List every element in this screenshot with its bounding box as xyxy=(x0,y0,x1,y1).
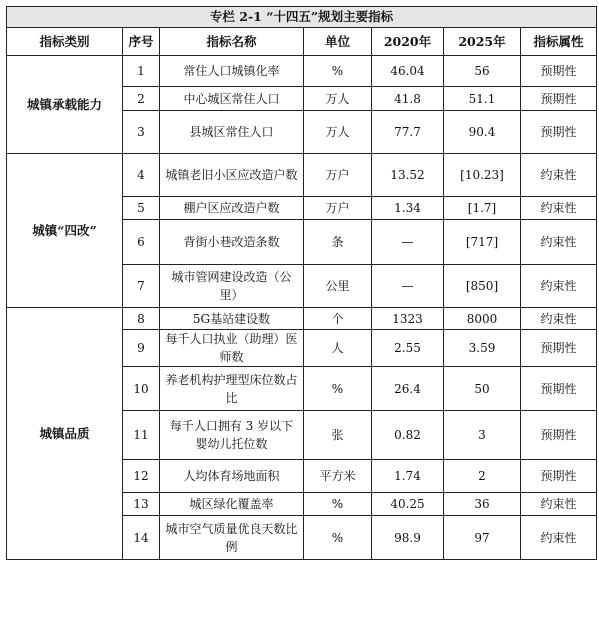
indicator-name-cell: 城区绿化覆盖率 xyxy=(160,493,304,516)
number-cell: 6 xyxy=(123,220,160,265)
table-row xyxy=(7,56,597,87)
unit-cell: % xyxy=(304,367,372,411)
category-cell: 城镇“四改” xyxy=(7,154,123,308)
value-2020-cell: 40.25 xyxy=(372,493,444,516)
unit-cell: 个 xyxy=(304,308,372,330)
number-cell: 10 xyxy=(123,367,160,411)
number-cell: 14 xyxy=(123,516,160,560)
header-2020: 2020年 xyxy=(372,28,444,56)
value-2020-cell: 2.55 xyxy=(372,330,444,367)
value-2020-cell: 77.7 xyxy=(372,111,444,154)
value-2025-cell: [850] xyxy=(444,265,521,308)
attribute-cell: 预期性 xyxy=(521,330,597,367)
value-2025-cell: 3 xyxy=(444,411,521,460)
unit-cell: 公里 xyxy=(304,265,372,308)
number-cell: 13 xyxy=(123,493,160,516)
value-2025-cell: 56 xyxy=(444,56,521,87)
header-unit: 单位 xyxy=(304,28,372,56)
number-cell: 12 xyxy=(123,460,160,493)
table-row xyxy=(7,154,597,197)
number-cell: 7 xyxy=(123,265,160,308)
value-2025-cell: 8000 xyxy=(444,308,521,330)
value-2025-cell: 90.4 xyxy=(444,111,521,154)
attribute-cell: 约束性 xyxy=(521,154,597,197)
value-2020-cell: — xyxy=(372,220,444,265)
unit-cell: % xyxy=(304,516,372,560)
number-cell: 1 xyxy=(123,56,160,87)
number-cell: 3 xyxy=(123,111,160,154)
attribute-cell: 约束性 xyxy=(521,516,597,560)
attribute-cell: 预期性 xyxy=(521,111,597,154)
header-2025: 2025年 xyxy=(444,28,521,56)
header-number: 序号 xyxy=(123,28,160,56)
table-title: 专栏 2-1 “十四五”规划主要指标 xyxy=(7,7,597,28)
value-2025-cell: 50 xyxy=(444,367,521,411)
header-row xyxy=(7,28,597,56)
category-cell: 城镇承载能力 xyxy=(7,56,123,154)
indicator-name-cell: 5G基站建设数 xyxy=(160,308,304,330)
indicator-name-cell: 县城区常住人口 xyxy=(160,111,304,154)
attribute-cell: 预期性 xyxy=(521,87,597,111)
indicator-name-cell: 中心城区常住人口 xyxy=(160,87,304,111)
title-row xyxy=(7,7,597,28)
unit-cell: 人 xyxy=(304,330,372,367)
unit-cell: 万人 xyxy=(304,87,372,111)
header-attribute: 指标属性 xyxy=(521,28,597,56)
value-2025-cell: 2 xyxy=(444,460,521,493)
unit-cell: 万户 xyxy=(304,197,372,220)
unit-cell: 张 xyxy=(304,411,372,460)
header-category: 指标类别 xyxy=(7,28,123,56)
indicator-name-cell: 背街小巷改造条数 xyxy=(160,220,304,265)
attribute-cell: 约束性 xyxy=(521,308,597,330)
indicator-name-cell: 城镇老旧小区应改造户数 xyxy=(160,154,304,197)
unit-cell: 万人 xyxy=(304,111,372,154)
number-cell: 11 xyxy=(123,411,160,460)
value-2025-cell: 97 xyxy=(444,516,521,560)
value-2025-cell: [1.7] xyxy=(444,197,521,220)
indicator-name-cell: 每千人口拥有 3 岁以下婴幼儿托位数 xyxy=(160,411,304,460)
value-2020-cell: 13.52 xyxy=(372,154,444,197)
unit-cell: % xyxy=(304,493,372,516)
unit-cell: 万户 xyxy=(304,154,372,197)
indicator-name-cell: 棚户区应改造户数 xyxy=(160,197,304,220)
indicator-name-cell: 每千人口执业（助理）医师数 xyxy=(160,330,304,367)
value-2025-cell: 36 xyxy=(444,493,521,516)
attribute-cell: 约束性 xyxy=(521,220,597,265)
value-2020-cell: 1323 xyxy=(372,308,444,330)
value-2025-cell: 3.59 xyxy=(444,330,521,367)
attribute-cell: 预期性 xyxy=(521,56,597,87)
header-indicator-name: 指标名称 xyxy=(160,28,304,56)
indicator-name-cell: 城市管网建设改造（公里） xyxy=(160,265,304,308)
number-cell: 9 xyxy=(123,330,160,367)
attribute-cell: 约束性 xyxy=(521,265,597,308)
number-cell: 4 xyxy=(123,154,160,197)
value-2020-cell: 41.8 xyxy=(372,87,444,111)
attribute-cell: 约束性 xyxy=(521,493,597,516)
unit-cell: 平方米 xyxy=(304,460,372,493)
value-2020-cell: 26.4 xyxy=(372,367,444,411)
indicator-table xyxy=(6,6,597,560)
value-2025-cell: [717] xyxy=(444,220,521,265)
attribute-cell: 约束性 xyxy=(521,197,597,220)
value-2025-cell: [10.23] xyxy=(444,154,521,197)
unit-cell: % xyxy=(304,56,372,87)
indicator-name-cell: 城市空气质量优良天数比例 xyxy=(160,516,304,560)
value-2020-cell: 46.04 xyxy=(372,56,444,87)
value-2020-cell: — xyxy=(372,265,444,308)
indicator-name-cell: 常住人口城镇化率 xyxy=(160,56,304,87)
number-cell: 2 xyxy=(123,87,160,111)
attribute-cell: 预期性 xyxy=(521,411,597,460)
attribute-cell: 预期性 xyxy=(521,460,597,493)
value-2025-cell: 51.1 xyxy=(444,87,521,111)
number-cell: 8 xyxy=(123,308,160,330)
value-2020-cell: 1.74 xyxy=(372,460,444,493)
value-2020-cell: 1.34 xyxy=(372,197,444,220)
indicator-name-cell: 养老机构护理型床位数占比 xyxy=(160,367,304,411)
indicator-name-cell: 人均体育场地面积 xyxy=(160,460,304,493)
value-2020-cell: 0.82 xyxy=(372,411,444,460)
attribute-cell: 预期性 xyxy=(521,367,597,411)
value-2020-cell: 98.9 xyxy=(372,516,444,560)
category-cell: 城镇品质 xyxy=(7,308,123,560)
table-row xyxy=(7,308,597,330)
number-cell: 5 xyxy=(123,197,160,220)
unit-cell: 条 xyxy=(304,220,372,265)
